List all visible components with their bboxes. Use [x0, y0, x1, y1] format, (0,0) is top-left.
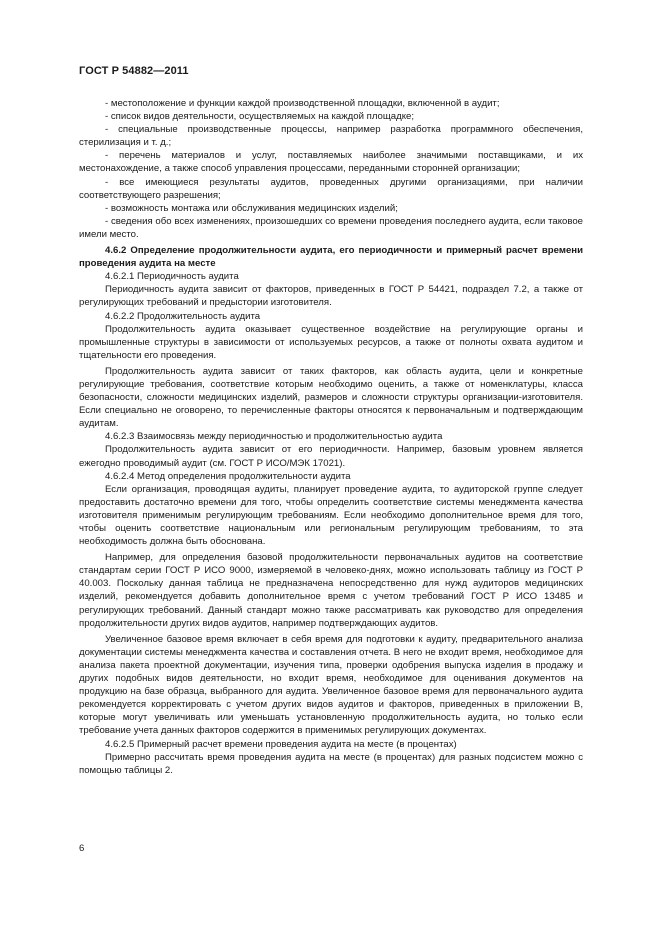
page-number: 6	[79, 843, 85, 854]
list-item: - сведения обо всех изменениях, произошедших со времени проведения последнего аудита, если таковое имели место.	[79, 215, 583, 240]
paragraph: Продолжительность аудита зависит от его периодичности. Например, базовым уровнем является ежегодно проводимый аудит (см. ГОСТ Р ИСО/МЭК 17021).	[79, 444, 583, 469]
paragraph: Примерно рассчитать время проведения аудита на месте (в процентах) для разных подсистем можно с помощью таблицы 2.	[79, 751, 583, 776]
list-item: - все имеющиеся результаты аудитов, проведенных другими организациями, при наличии соответствующего разрешения;	[79, 176, 583, 201]
subsection-heading: 4.6.2.4 Метод определения продолжительности аудита	[105, 470, 351, 482]
section-heading: 4.6.2 Определение продолжительности аудита, его периодичности и примерный расчет времени проведения аудита на месте	[79, 245, 583, 270]
list-item: - список видов деятельности, осуществляемых на каждой площадке;	[105, 111, 414, 123]
subsection-heading: 4.6.2.2 Продолжительность аудита	[105, 310, 261, 322]
document-code: ГОСТ Р 54882—2011	[79, 65, 189, 77]
paragraph: Продолжительность аудита зависит от таких факторов, как область аудита, цели и конкретные регулирующие требования, соответствие которым необходимо оценить, а также от номенклатуры, класса безопасности, сложности медицинских изделий, размеров и сложности структуры организации-изготовителя. Если специально не оговорено, то перечисленные факторы относятся к первоначальным и подтверждающим аудитам.	[79, 365, 583, 430]
list-item: - перечень материалов и услуг, поставляемых наиболее значимыми поставщиками, и их местонахождение, а также способ управления процессами, переданными сторонней организации;	[79, 150, 583, 175]
paragraph: Продолжительность аудита оказывает существенное воздействие на регулирующие органы и промышленные структуры в зависимости от используемых ресурсов, а также от полноты охвата аудитом и тщательности его проведения.	[79, 323, 583, 361]
paragraph: Например, для определения базовой продолжительности первоначальных аудитов на соответствие стандартам серии ГОСТ Р ИСО 9000, измеряемой в человеко-днях, можно использовать таблицу из ГОСТ Р 40.003. Поскольку данная таблица не предназначена непосредственно для нужд аудиторов медицинских изделий, рекомендуется добавить дополнительное время с учетом требований ГОСТ Р ИСО 13485 и регулирующих требований. Данный стандарт можно также рассматривать как руководство для определения продолжительности других видов аудитов, например подтверждающих аудитов.	[79, 552, 583, 629]
subsection-heading: 4.6.2.5 Примерный расчет времени проведения аудита на месте (в процентах)	[105, 738, 457, 750]
list-item: - возможность монтажа или обслуживания медицинских изделий;	[105, 202, 398, 214]
list-item: - специальные производственные процессы, например разработка программного обеспечения, стерилизация и т. д.;	[79, 124, 583, 149]
paragraph: Если организация, проводящая аудиты, планирует проведение аудита, то аудиторской группе следует предоставить достаточно времени для того, чтобы определить соответствие системы менеджмента качества изготовителя применимым регулирующим требованиям. Если необходимо дополнительное время для того, чтобы оценить соответствие национальным или региональным регулирующим требованиям, то эта необходимость должна быть обоснована.	[79, 483, 583, 548]
list-item: - местоположение и функции каждой производственной площадки, включенной в аудит;	[105, 98, 500, 109]
subsection-heading: 4.6.2.1 Периодичность аудита	[105, 271, 239, 283]
subsection-heading: 4.6.2.3 Взаимосвязь между периодичностью и продолжительностью аудита	[105, 431, 443, 443]
paragraph: Периодичность аудита зависит от факторов, приведенных в ГОСТ Р 54421, подраздел 7.2, а также от регулирующих требований и предыстории изготовителя.	[79, 284, 583, 309]
document-body	[79, 97, 583, 777]
paragraph: Увеличенное базовое время включает в себя время для подготовки к аудиту, предварительного анализа документации системы менеджмента качества и составления отчета. В него не входит время, необходимое для анализа пакета проектной документации, изучения типа, проверки одобрения выпуска изделия в продажу и других подобных видов деятельности, но входит время, необходимое для оценивания документов на продукцию на базе образца, выбранного для аудита. Увеличенное базовое время для первоначального аудита рекомендуется корректировать с учетом других видов аудитов и факторов, приведенных в приложении В, которые могут увеличивать или уменьшать установленную продолжительность аудита, но только если требование учета данных факторов содержится в применимых регулирующих документах.	[79, 633, 583, 737]
